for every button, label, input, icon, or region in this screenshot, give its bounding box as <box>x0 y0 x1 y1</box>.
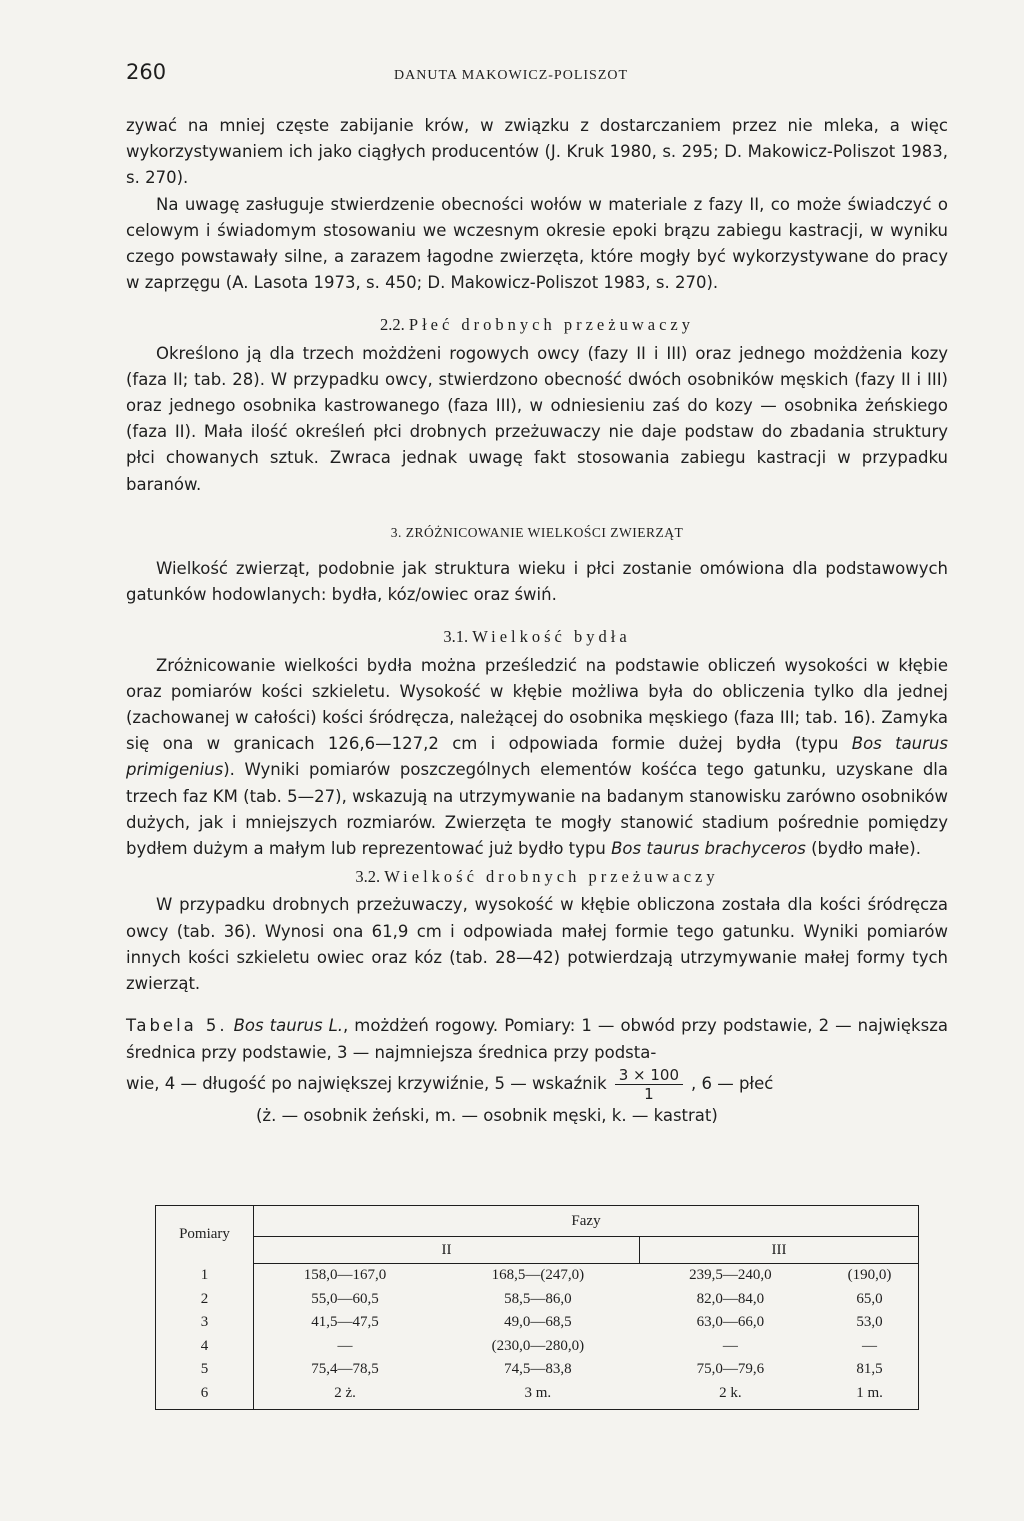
row-label: 3 <box>156 1311 254 1335</box>
section-number: 2.2. <box>380 315 405 335</box>
paragraph-1: zywać na mniej częste zabijanie krów, w związku z dostarczaniem przez nie mleka, a więc wykorzystywaniem ich jako ciągłych producentów (J. Kruk 1980, s. 295; D. Makowicz-Poliszot 1983, s. 270). <box>126 116 948 188</box>
table-cell: 53,0 <box>821 1311 918 1335</box>
table-cell: 75,4—78,5 <box>311 1361 379 1378</box>
caption-species: Bos taurus L. <box>233 1016 344 1036</box>
table-cell: — <box>821 1335 918 1359</box>
section-heading-3: 3. ZRÓŻNICOWANIE WIELKOŚCI ZWIERZĄT <box>390 524 684 540</box>
text-run: Zróżnicowanie wielkości bydła można prześledzić na podstawie obliczeń wysokości w kłębie oraz pomiarów kości szkieletu. Wysokość w kłębie możliwa była do obliczenia tylko dla jednej (zachowanej w całości) kości śródręcza, należącej do osobnika męskiego (faza III; tab. 16). Zamyka się ona w granicach 126,6—127,2 cm i odpowiada formie dużej bydła (typu <box>126 655 948 754</box>
section-title: Wielkość bydła <box>472 627 631 647</box>
table-cell: 58,5—86,0 <box>504 1290 572 1307</box>
caption-line-2 <box>126 1066 948 1103</box>
table-row <box>156 1311 919 1335</box>
fraction-numerator: 3 × 100 <box>615 1066 683 1085</box>
running-head: DANUTA MAKOWICZ-POLISZOT <box>394 68 629 83</box>
column-header-fazy: Fazy <box>254 1206 919 1237</box>
text-run: ). Wyniki pomiarów poszczególnych elementów kośćca tego gatunku, uzyskane dla trzech faz KM (tab. 5—27), wskazują na utrzymywanie na badanym stanowisku zarówno osobników dużych, jak i mniejszych rozmiarów. Zwierzęta te mogły stanowić stadium pośrednie pomiędzy bydłem dużym a małym lub reprezentować już bydło typu <box>126 760 948 859</box>
section-title: Płeć drobnych przeżuwaczy <box>408 315 694 335</box>
table-cell: 81,5 <box>821 1358 918 1382</box>
table-cell: 82,0—84,0 <box>696 1290 765 1307</box>
table-cell: 2 ż. <box>254 1382 437 1410</box>
table-row <box>156 1288 919 1312</box>
paragraph-5 <box>126 653 948 863</box>
table-row <box>156 1335 919 1359</box>
table-row <box>156 1358 919 1382</box>
caption-text: , możdżeń rogowy. Pomiary: 1 — obwód przy podstawie, 2 — największa średnica przy podstawie, 3 — najmniejsza średnica przy podsta- <box>126 1016 948 1062</box>
row-label: 1 <box>156 1264 254 1288</box>
main-text <box>126 113 948 1129</box>
paragraph-2: Na uwagę zasługuje stwierdzenie obecności wołów w materiale z fazy II, co może świadczyć o celowym i świadomym stosowaniu we wczesnym okresie epoki brązu zabiegu kastracji, w wyniku czego powstawały silne, a zarazem łagodne zwierzęta, które mogły być wykorzystywane do pracy w zaprzęgu (A. Lasota 1973, s. 450; D. Makowicz-Poliszot 1983, s. 270). <box>126 194 948 293</box>
section-number: 3.1. <box>443 627 469 647</box>
page-number: 260 <box>126 60 167 84</box>
column-header-phase-iii: III <box>640 1237 919 1264</box>
species-name: Bos taurus primigenius <box>126 734 948 780</box>
row-label: 2 <box>156 1288 254 1312</box>
table-row <box>156 1382 919 1410</box>
section-heading-3-2 <box>126 864 948 890</box>
page-header <box>126 60 948 90</box>
table-cell: 2 k. <box>640 1382 822 1410</box>
text-run: (bydło małe). <box>805 839 921 859</box>
table-cell: (230,0—280,0) <box>491 1337 585 1354</box>
section-heading-2-2 <box>126 312 948 338</box>
table-cell: 49,0—68,5 <box>504 1314 572 1331</box>
species-name: Bos taurus brachyceros <box>611 839 806 859</box>
table-cell: 63,0—66,0 <box>696 1314 765 1331</box>
table-cell: — <box>722 1337 738 1354</box>
table-row <box>156 1264 919 1288</box>
fraction-denominator: 1 <box>644 1084 654 1103</box>
paragraph-4: Wielkość zwierząt, podobnie jak struktura wieku i płci zostanie omówiona dla podstawowych gatunków hodowlanych: bydła, kóz/owiec oraz świń. <box>126 559 948 605</box>
section-heading-3-1 <box>126 624 948 650</box>
table-cell: 41,5—47,5 <box>311 1314 379 1331</box>
caption-label: Tabela 5. <box>126 1016 228 1036</box>
table-cell: 158,0—167,0 <box>303 1267 387 1284</box>
index-fraction <box>615 1066 683 1103</box>
row-label: 4 <box>156 1335 254 1359</box>
caption-line-1 <box>126 1013 948 1065</box>
table-cell: (190,0) <box>821 1264 918 1288</box>
table-cell: 75,0—79,6 <box>696 1361 765 1378</box>
caption-line-3: (ż. — osobnik żeński, m. — osobnik męski, k. — kastrat) <box>256 1105 718 1125</box>
section-number: 3.2. <box>355 867 381 887</box>
table-cell: 74,5—83,8 <box>504 1361 572 1378</box>
table-cell: 65,0 <box>821 1288 918 1312</box>
table-cell: 55,0—60,5 <box>311 1290 379 1307</box>
table-cell: — <box>337 1337 353 1354</box>
caption-text: , 6 — płeć <box>690 1074 774 1094</box>
measurement-table <box>155 1205 919 1410</box>
row-label: 6 <box>156 1382 254 1410</box>
table-body <box>156 1264 919 1410</box>
column-header-pomiary: Pomiary <box>156 1206 254 1264</box>
table-cell: 1 m. <box>821 1382 918 1410</box>
row-label: 5 <box>156 1358 254 1382</box>
paragraph-3: Określono ją dla trzech możdżeni rogowych owcy (fazy II i III) oraz jednego możdżenia kozy (faza II; tab. 28). W przypadku owcy, stwierdzono obecność dwóch osobników męskich (fazy II i III) oraz jednego osobnika kastrowanego (faza III), w odniesieniu zaś do kozy — osobnika żeńskiego (faza II). Mała ilość określeń płci drobnych przeżuwaczy nie daje podstaw do zbadania struktury płci chowanych sztuk. Zwraca jednak uwagę fakt stosowania zabiegu kastracji w przypadku baranów. <box>126 343 948 494</box>
caption-text: wie, 4 — długość po największej krzywiźnie, 5 — wskaźnik <box>126 1074 607 1094</box>
paragraph-6: W przypadku drobnych przeżuwaczy, wysokość w kłębie obliczona została dla kości śródręcza owcy (tab. 36). Wynosi ona 61,9 cm i odpowiada małej formie tego gatunku. Wyniki pomiarów innych kości szkieletu owiec oraz kóz (tab. 28—42) potwierdzają utrzymywanie małej formy tych zwierząt. <box>126 895 948 994</box>
section-title: Wielkość drobnych przeżuwaczy <box>384 867 719 887</box>
column-header-phase-ii: II <box>254 1237 640 1264</box>
table-cell: 239,5—240,0 <box>689 1267 772 1284</box>
table-cell: 168,5—(247,0) <box>491 1267 585 1284</box>
table-caption <box>126 1013 948 1129</box>
table-cell: 3 m. <box>436 1382 640 1410</box>
